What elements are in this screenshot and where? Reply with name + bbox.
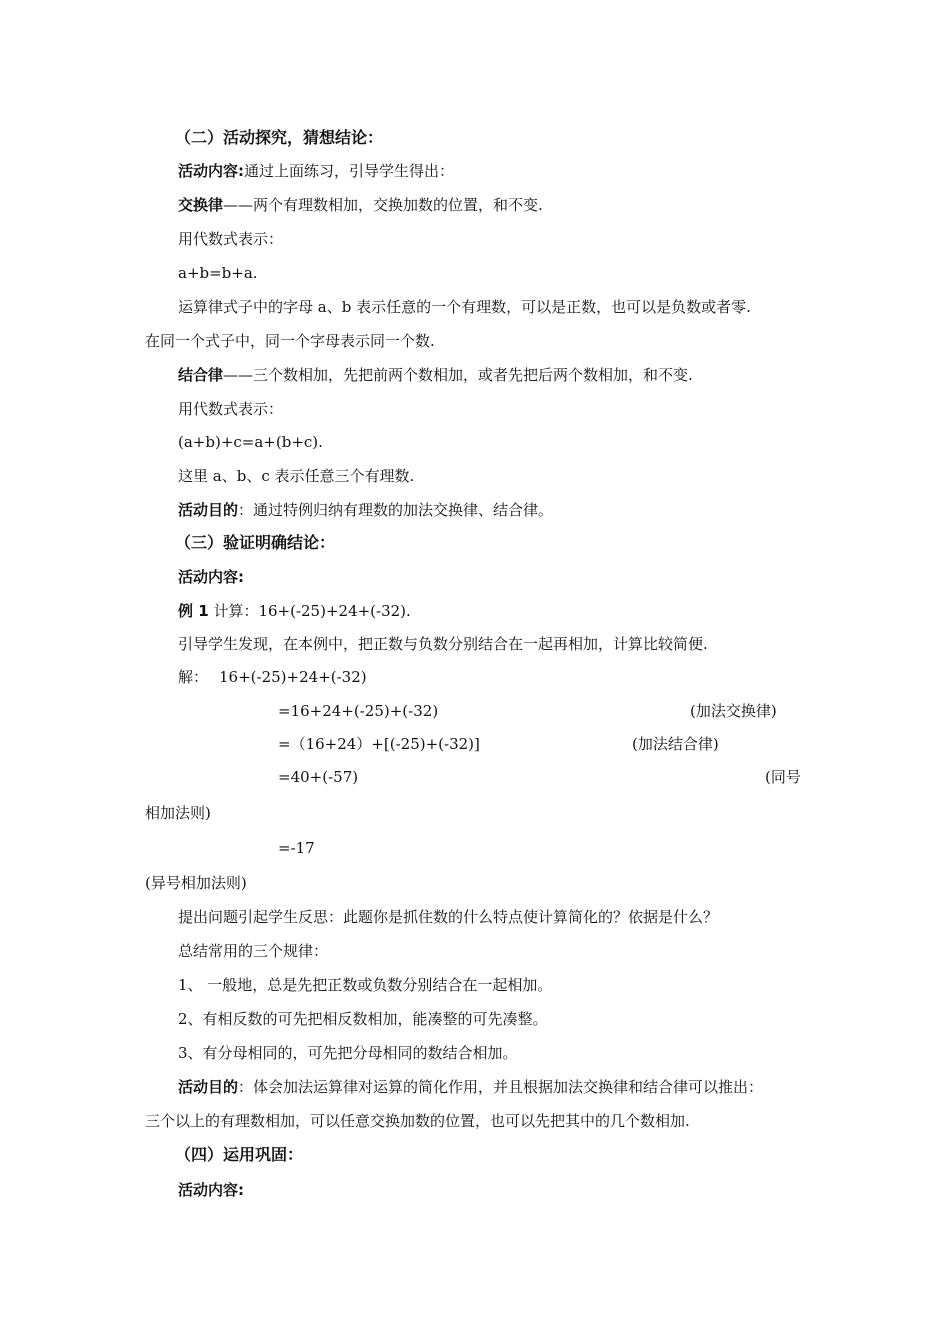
example-line [178, 601, 411, 621]
section3-purpose-line-2: 三个以上的有理数相加，可以任意交换加数的位置，也可以先把其中的几个数相加. [145, 1112, 690, 1130]
step-2: =（16+24）+[(-25)+(-32)] [278, 735, 480, 753]
commutative-label: 交换律 [178, 196, 224, 214]
step-1: =16+24+(-25)+(-32) [278, 702, 439, 720]
reflection-text: 提出问题引起学生反思：此题你是抓住数的什么特点使计算简化的？依据是什么？ [178, 908, 719, 926]
section2-heading: （二）活动探究，猜想结论： [175, 128, 384, 147]
commutative-line [178, 195, 543, 215]
step-4: =-17 [278, 839, 315, 857]
section4-heading: （四）运用巩固： [175, 1145, 304, 1164]
purpose-text: ：体会加法运算律对运算的简化作用，并且根据加法交换律和结合律可以推出： [238, 1078, 764, 1096]
note-line-2: 在同一个式子中，同一个字母表示同一个数. [145, 332, 435, 350]
formula-2: (a+b)+c=a+(b+c). [178, 433, 323, 451]
step-3: =40+(-57) [278, 768, 359, 786]
solution-label: 解： [178, 668, 209, 686]
content-label: 活动内容: [178, 162, 244, 180]
associative-line [178, 365, 693, 385]
formula-1: a+b=b+a. [178, 264, 258, 282]
section3-purpose-line-1 [178, 1077, 763, 1097]
step-2-reason: (加法结合律) [632, 735, 719, 753]
purpose-label: 活动目的 [178, 1078, 239, 1096]
step-1-reason: (加法交换律) [690, 702, 777, 720]
example-label: 例 1 [178, 602, 209, 620]
algebraic-label-1: 用代数式表示： [178, 230, 284, 248]
associative-label: 结合律 [178, 366, 224, 384]
section3-content-label: 活动内容: [178, 568, 244, 586]
section4-content-label: 活动内容: [178, 1181, 244, 1199]
section2-content-line [178, 161, 454, 181]
algebraic-label-2: 用代数式表示： [178, 400, 284, 418]
solution-expression: 16+(-25)+24+(-32) [219, 668, 367, 686]
step-3-reason-b: 相加法则) [145, 804, 211, 822]
content-text: 通过上面练习，引导学生得出： [244, 162, 455, 180]
step-3-reason-a: (同号 [765, 768, 801, 786]
note-line-1: 运算律式子中的字母 a、b 表示任意的一个有理数，可以是正数，也可以是负数或者零. [178, 298, 751, 316]
associative-text: ——三个数相加，先把前两个数相加，或者先把后两个数相加，和不变. [223, 366, 693, 384]
rule-item: 2、有相反数的可先把相反数相加，能凑整的可先凑整。 [178, 1010, 548, 1028]
guide-text: 引导学生发现，在本例中，把正数与负数分别结合在一起再相加，计算比较简便. [178, 635, 708, 653]
purpose-label: 活动目的 [178, 501, 239, 519]
summary-title: 总结常用的三个规律： [178, 942, 329, 960]
example-text: 计算：16+(-25)+24+(-32). [208, 602, 411, 620]
step-4-reason: (异号相加法则) [145, 874, 247, 892]
section2-purpose [178, 500, 553, 520]
section3-heading: （三）验证明确结论： [175, 533, 336, 552]
rule-item: 3、有分母相同的，可先把分母相同的数结合相加。 [178, 1044, 518, 1062]
commutative-text: ——两个有理数相加，交换加数的位置，和不变. [223, 196, 543, 214]
abc-note: 这里 a、b、c 表示任意三个有理数. [178, 467, 415, 485]
purpose-text: ：通过特例归纳有理数的加法交换律、结合律。 [238, 501, 554, 519]
rule-item: 1、 一般地，总是先把正数或负数分别结合在一起相加。 [178, 976, 553, 994]
